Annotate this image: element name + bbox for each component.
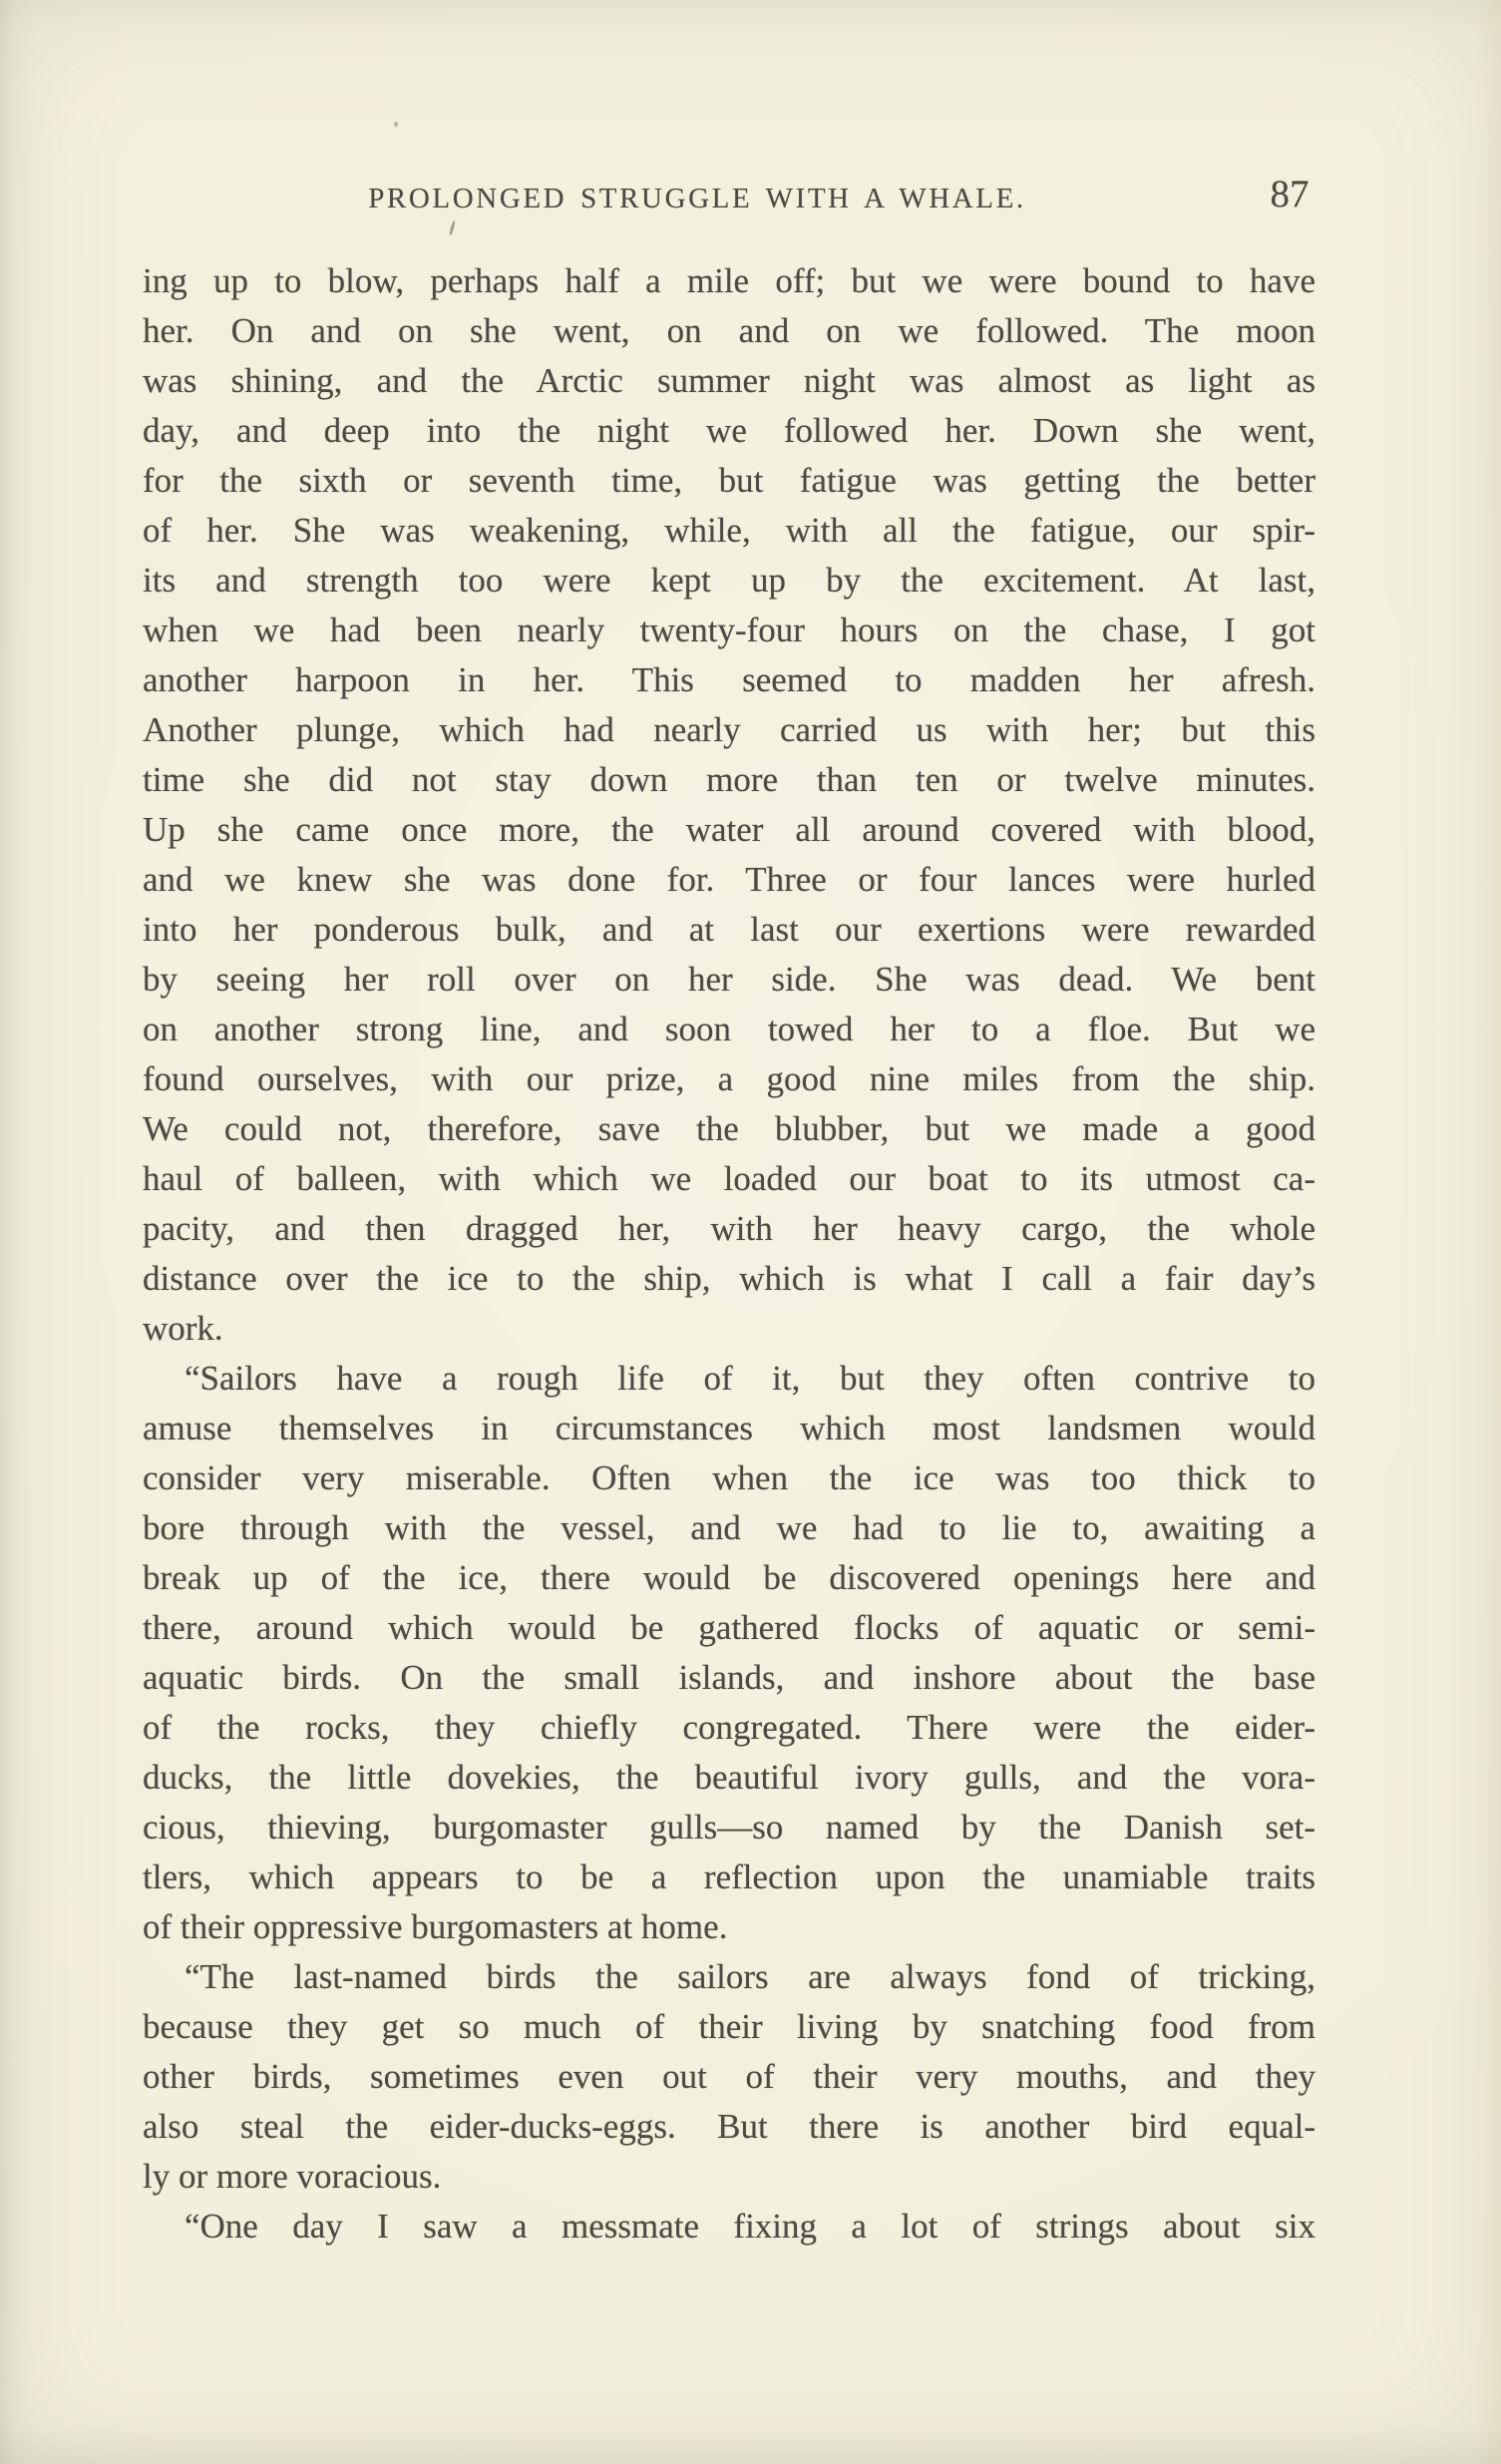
text-line: bore through with the vessel, and we had to lie to, awaiting a xyxy=(143,1508,1315,1547)
scan-artifact xyxy=(394,122,398,127)
text-line: found ourselves, with our prize, a good nine miles from the ship. xyxy=(143,1059,1315,1098)
text-line: when we had been nearly twenty-four hours on the chase, I got xyxy=(143,611,1315,649)
text-line: consider very miserable. Often when the ice was too thick to xyxy=(143,1458,1315,1497)
text-line: break up of the ice, there would be discovered openings here and xyxy=(143,1558,1315,1597)
text-line: by seeing her roll over on her side. She was dead. We bent xyxy=(143,960,1315,999)
text-line: “The last-named birds the sailors are always fond of tricking, xyxy=(185,1957,1315,1996)
text-line: ducks, the little dovekies, the beautiful ivory gulls, and the vora- xyxy=(143,1758,1315,1797)
running-title: PROLONGED STRUGGLE WITH A WHALE. xyxy=(368,183,1026,214)
paragraph xyxy=(143,1354,1315,1952)
page-number: 87 xyxy=(1270,173,1310,215)
text-line: “Sailors have a rough life of it, but they often contrive to xyxy=(185,1359,1315,1398)
paragraph xyxy=(143,256,1315,1354)
text-line: her. On and on she went, on and on we followed. The moon xyxy=(143,311,1315,350)
text-line: ly or more voracious. xyxy=(143,2157,442,2196)
text-line: of their oppressive burgomasters at home. xyxy=(143,1907,728,1946)
text-line: time she did not stay down more than ten or twelve minutes. xyxy=(143,760,1315,799)
text-line: for the sixth or seventh time, but fatigue was getting the better xyxy=(143,461,1315,500)
text-line: “One day I saw a messmate fixing a lot of strings about six xyxy=(185,2207,1315,2246)
page-body xyxy=(143,256,1315,2252)
text-line: also steal the eider-ducks-eggs. But there is another bird equal- xyxy=(143,2107,1315,2146)
text-line: into her ponderous bulk, and at last our exertions were rewarded xyxy=(143,910,1315,949)
text-line: Another plunge, which had nearly carried us with her; but this xyxy=(143,710,1315,749)
text-line: of the rocks, they chiefly congregated. There were the eider- xyxy=(143,1708,1315,1747)
text-line: its and strength too were kept up by the excitement. At last, xyxy=(143,561,1315,600)
text-line: Up she came once more, the water all around covered with blood, xyxy=(143,810,1315,849)
text-line: aquatic birds. On the small islands, and inshore about the base xyxy=(143,1658,1315,1697)
text-line: because they get so much of their living by snatching food from xyxy=(143,2007,1315,2046)
text-line: haul of balleen, with which we loaded our boat to its utmost ca- xyxy=(143,1159,1315,1198)
scan-artifact xyxy=(449,220,456,235)
paragraph xyxy=(143,2202,1315,2252)
text-line: We could not, therefore, save the blubber, but we made a good xyxy=(143,1109,1315,1148)
text-line: amuse themselves in circumstances which most landsmen would xyxy=(143,1409,1315,1447)
text-line: other birds, sometimes even out of their very mouths, and they xyxy=(143,2057,1315,2096)
text-line: work. xyxy=(143,1309,223,1348)
text-line: distance over the ice to the ship, which is what I call a fair day’s xyxy=(143,1259,1315,1298)
text-line: on another strong line, and soon towed her to a floe. But we xyxy=(143,1010,1315,1048)
text-line: cious, thieving, burgomaster gulls—so named by the Danish set- xyxy=(143,1808,1315,1847)
text-line: and we knew she was done for. Three or four lances were hurled xyxy=(143,860,1315,899)
text-line: pacity, and then dragged her, with her heavy cargo, the whole xyxy=(143,1209,1315,1248)
text-line: day, and deep into the night we followed her. Down she went, xyxy=(143,411,1315,450)
text-line: there, around which would be gathered flocks of aquatic or semi- xyxy=(143,1608,1315,1647)
text-line: another harpoon in her. This seemed to madden her afresh. xyxy=(143,660,1315,699)
paragraph xyxy=(143,1952,1315,2202)
text-line: ing up to blow, perhaps half a mile off; but we were bound to have xyxy=(143,261,1315,300)
text-line: was shining, and the Arctic summer night was almost as light as xyxy=(143,361,1315,400)
text-line: tlers, which appears to be a reflection upon the unamiable traits xyxy=(143,1857,1315,1896)
text-line: of her. She was weakening, while, with all the fatigue, our spir- xyxy=(143,511,1315,550)
